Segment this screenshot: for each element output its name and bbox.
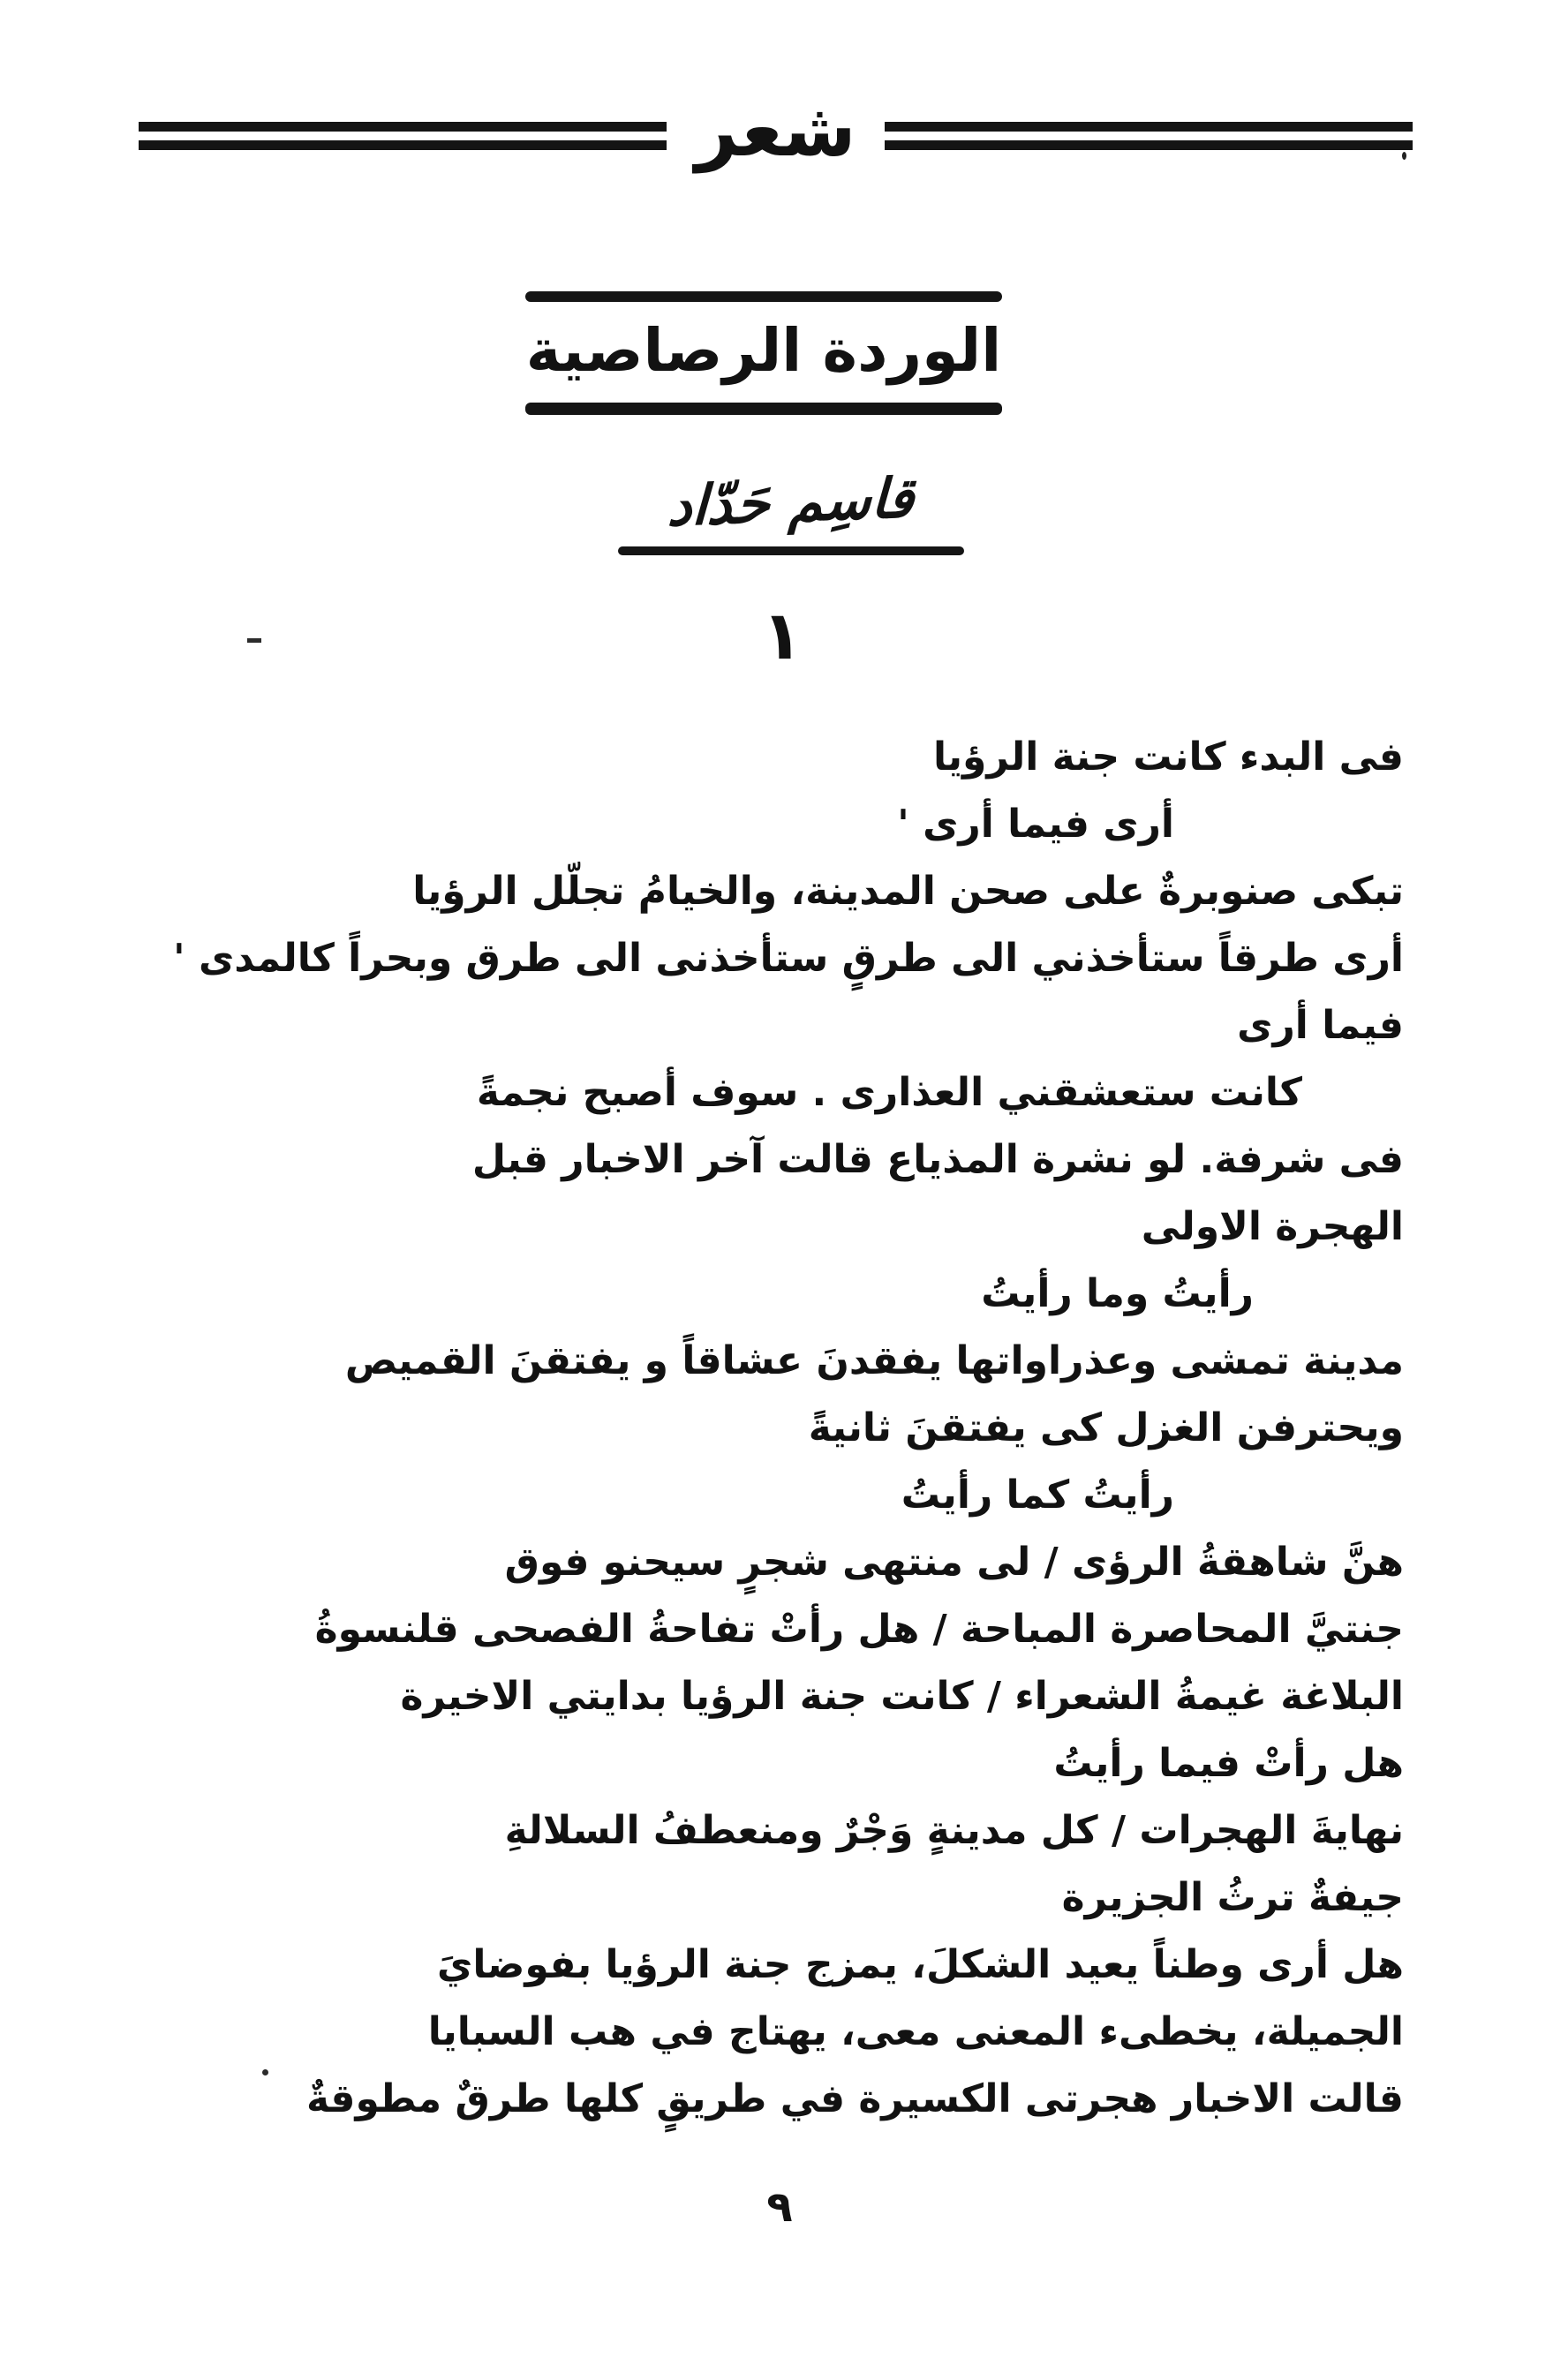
running-header-label: شعر <box>695 87 856 173</box>
poem-line: تبكى صنوبرةٌ على صحن المدينة، والخيامُ تجلّل الرؤيا <box>412 869 1404 914</box>
poem-line: جيفةٌ ترثُ الجزيرة <box>1061 1875 1404 1920</box>
header-rule-left <box>139 122 667 150</box>
poem-line: الهجرة الاولى <box>1141 1204 1404 1249</box>
title-rule-bottom <box>525 403 1002 415</box>
poem-line: رأيتُ كما رأيتُ <box>901 1473 1174 1518</box>
poem-line: مدينة تمشى وعذراواتها يفقدنَ عشاقاً و يفتقنَ القميص <box>344 1338 1404 1383</box>
poem-line: فى شرفة. لو نشرة المذياع قالت آخر الاخبار قبل <box>471 1137 1404 1182</box>
scan-speck-header <box>1402 152 1406 160</box>
poem-title: الوردة الرصاصية <box>525 316 1002 385</box>
poem-line: نهايةَ الهجرات / كل مدينةٍ وَجْرٌ ومنعطفُ السلالةِ <box>504 1808 1404 1853</box>
poem-line: هنَّ شاهقةُ الرؤى / لى منتهى شجرٍ سيحنو فوق <box>504 1540 1404 1585</box>
scan-speck-dash <box>247 638 261 643</box>
author-underline <box>618 546 964 555</box>
page-number: ٩ <box>766 2182 793 2232</box>
poem-line: ويحترفن الغزل كى يفتقنَ ثانيةً <box>808 1405 1404 1450</box>
poem-line: هل أرى وطناً يعيد الشكلَ، يمزج جنة الرؤيا بفوضايَ <box>437 1942 1404 1987</box>
poem-line: البلاغة غيمةُ الشعراء / كانت جنة الرؤيا بدايتي الاخيرة <box>400 1674 1404 1719</box>
running-header <box>139 87 1413 173</box>
poem-line: رأيتُ وما رأيتُ <box>981 1271 1254 1316</box>
poem-line: أرى طرقاً ستأخذني الى طرقٍ ستأخذنى الى طرق وبحراً كالمدى ' <box>173 936 1404 981</box>
header-rule-right <box>885 122 1413 150</box>
title-rule-top <box>525 291 1002 302</box>
poem-body <box>150 724 1404 2133</box>
poem-line: هل رأتْ فيما رأيتُ <box>1053 1741 1404 1786</box>
poem-title-box <box>525 291 1002 415</box>
poem-line: أرى فيما أرى ' <box>897 802 1174 847</box>
poem-line: فى البدء كانت جنة الرؤيا <box>932 734 1404 780</box>
scan-speck-dot <box>262 2069 268 2075</box>
poem-line: كانت ستعشقني العذارى . سوف أصبح نجمةً <box>476 1070 1302 1115</box>
poem-line: الجميلة، يخطىء المعنى معى، يهتاج في هب السبايا <box>427 2009 1404 2054</box>
author-block <box>618 465 964 555</box>
author-name: قاسِم حَدّاد <box>667 465 916 539</box>
poem-line: قالت الاخبار هجرتى الكسيرة في طريقٍ كلها طرقٌ مطوقةٌ <box>305 2076 1404 2121</box>
poem-line: فيما أرى <box>1237 1003 1404 1048</box>
section-number: ١ <box>761 596 803 674</box>
poem-line: جنتيَّ المحاصرة المباحة / هل رأتْ تفاحةُ الفصحى قلنسوةُ <box>314 1607 1404 1652</box>
